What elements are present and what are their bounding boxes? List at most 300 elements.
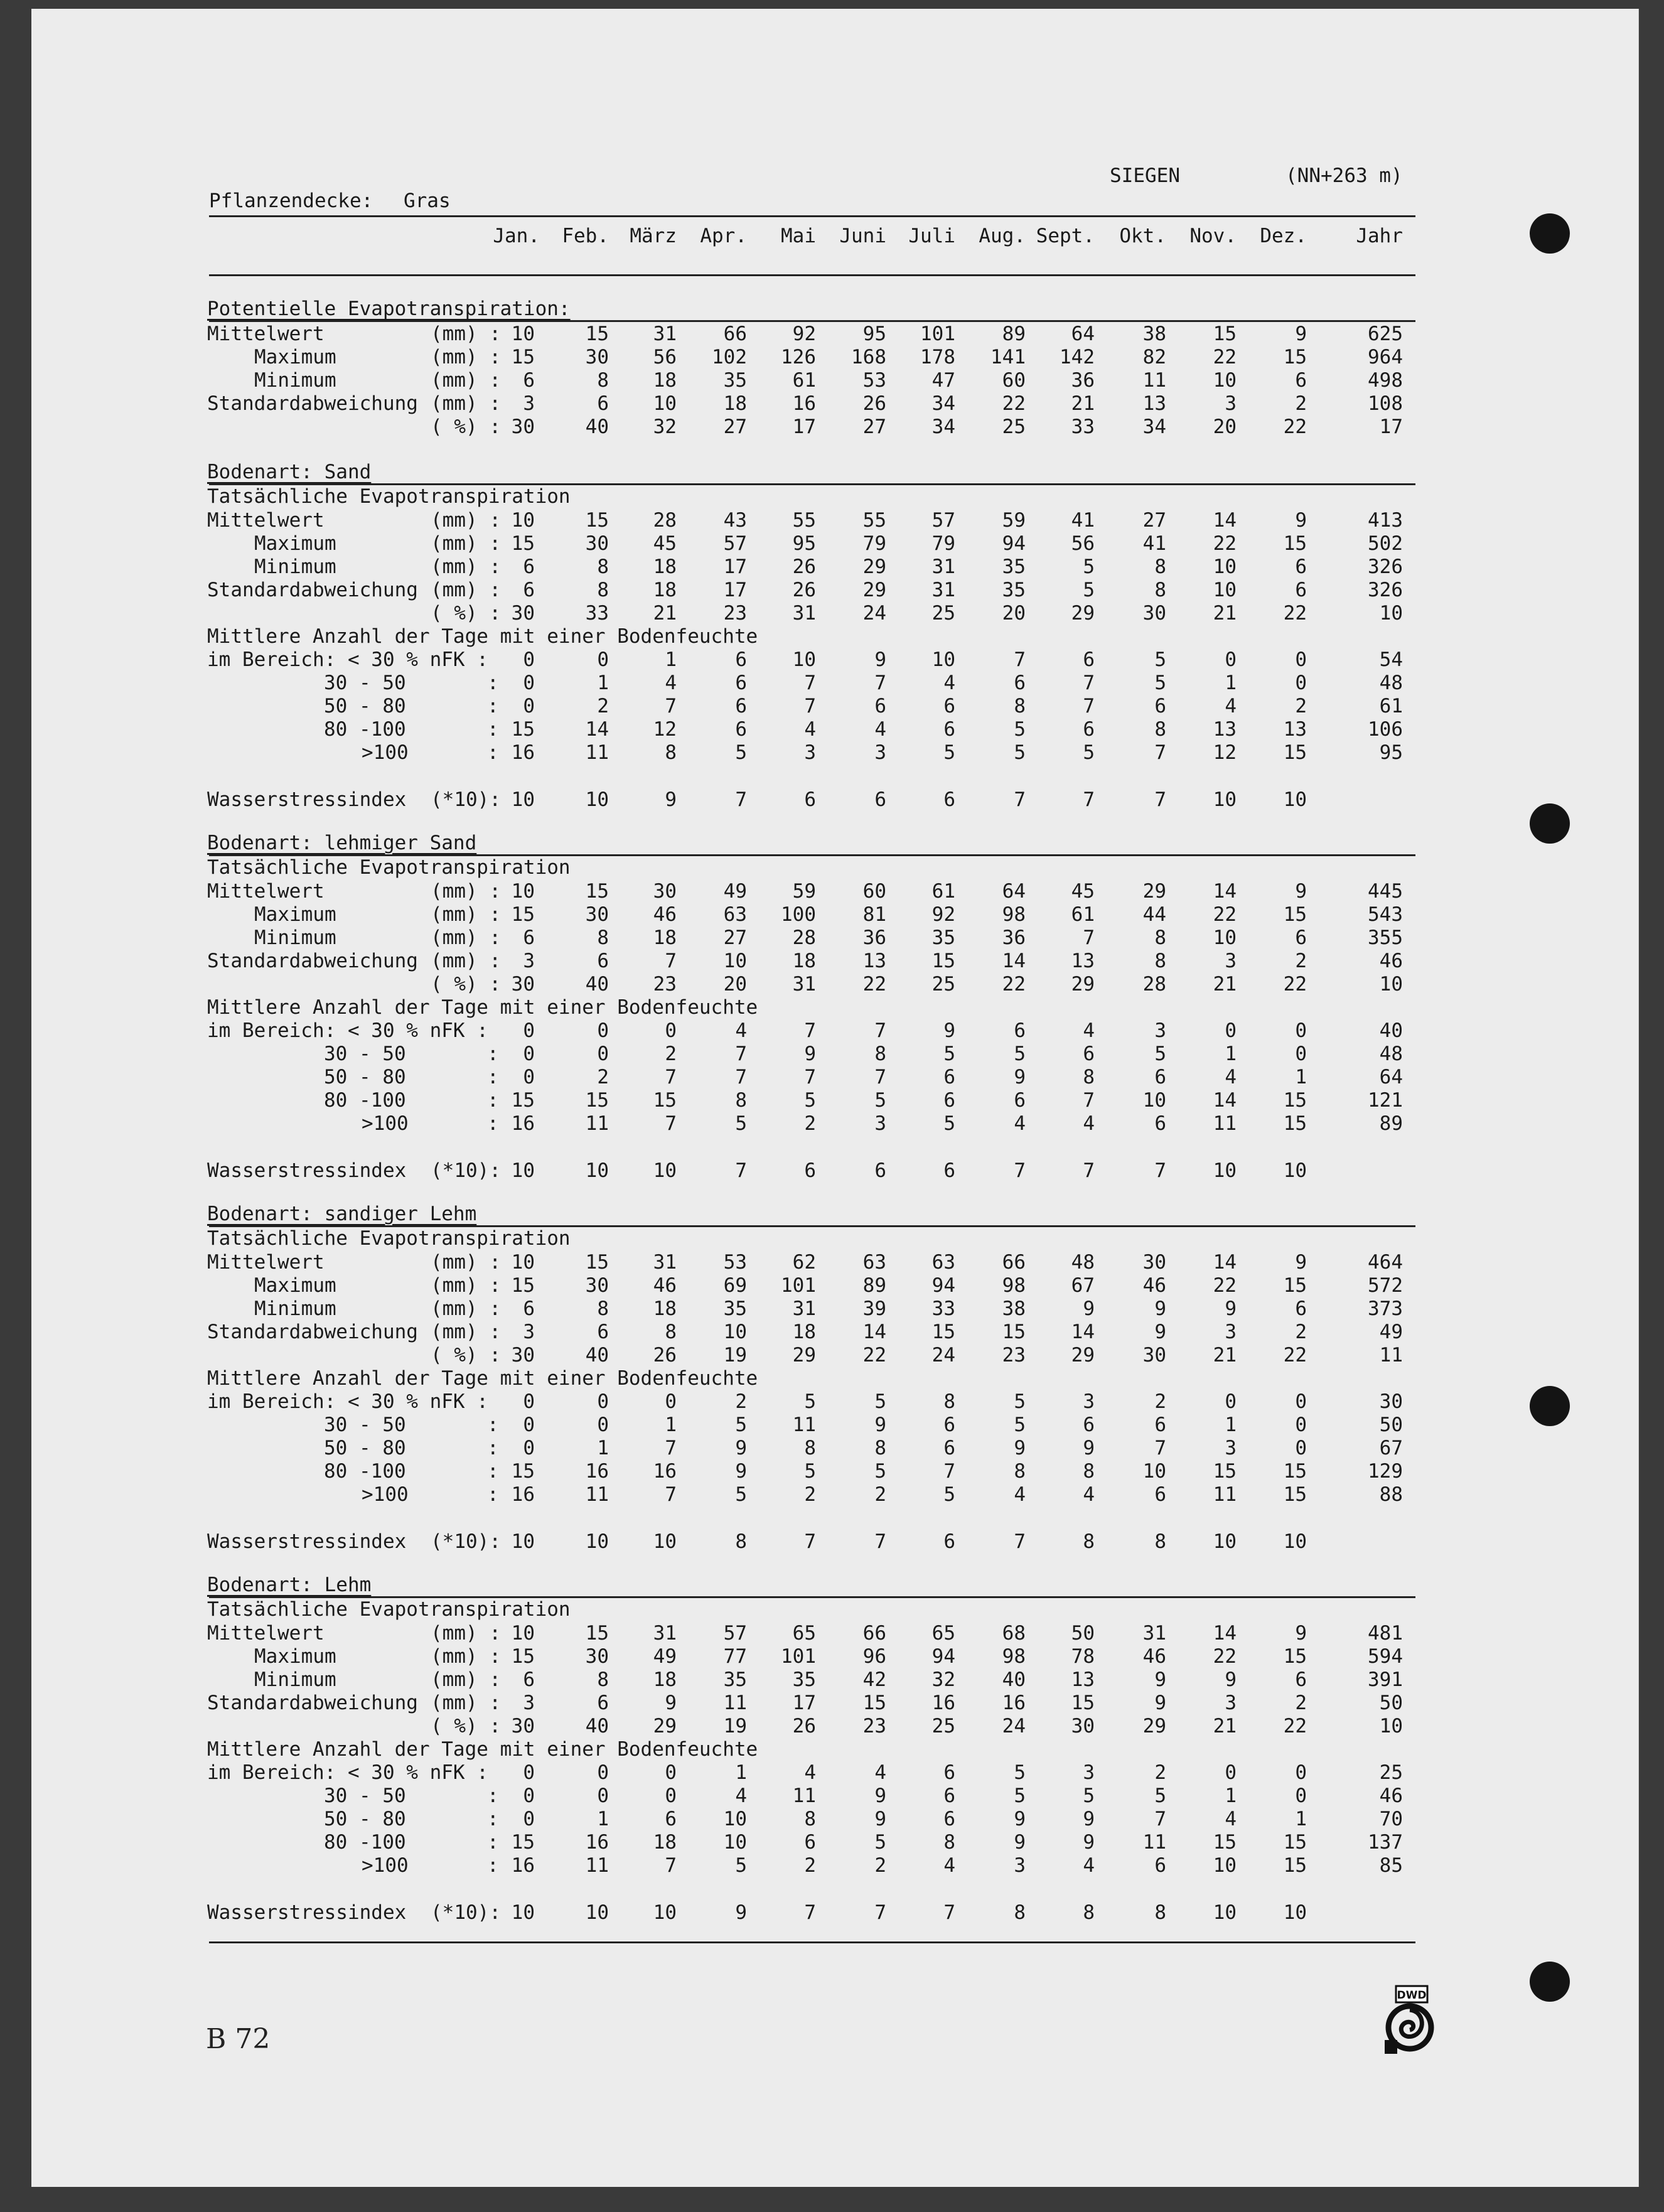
- table-cell: 30: [585, 1645, 609, 1668]
- table-cell: 15: [862, 1692, 886, 1714]
- table-cell: 30: [511, 602, 535, 625]
- table-cell: 11: [585, 741, 609, 764]
- moisture-range-label: 80 -100: [324, 1089, 406, 1112]
- row-colon: :: [487, 718, 499, 741]
- table-cell: 40: [585, 416, 609, 438]
- table-cell: 14: [1071, 1321, 1095, 1343]
- row-label: Minimum: [254, 926, 336, 949]
- table-cell: 5: [1014, 1761, 1026, 1784]
- table-cell: 17: [792, 1692, 816, 1714]
- table-cell: 1: [1225, 672, 1237, 694]
- table-cell: 35: [792, 1668, 816, 1691]
- table-cell: 4: [735, 1785, 747, 1807]
- table-cell: 13: [1283, 718, 1307, 741]
- table-cell: 31: [653, 1251, 677, 1274]
- header-top-rule: [209, 215, 1415, 217]
- table-cell: 5: [874, 1390, 886, 1413]
- table-cell: 15: [1283, 1831, 1307, 1854]
- table-cell: 21: [1213, 602, 1237, 625]
- table-cell: 9: [1295, 880, 1307, 903]
- table-cell: 14: [1213, 1251, 1237, 1274]
- table-cell: 10: [1213, 926, 1237, 949]
- pet-section-title: Potentielle Evapotranspiration:: [207, 298, 571, 320]
- table-cell: 46: [653, 903, 677, 926]
- table-cell: 53: [862, 369, 886, 392]
- table-cell: 5: [735, 1112, 747, 1135]
- table-cell: 11: [1213, 1483, 1237, 1506]
- table-cell: 6: [1154, 1483, 1166, 1506]
- table-cell: 56: [1071, 532, 1095, 555]
- table-cell: 6: [523, 926, 535, 949]
- table-cell: 0: [665, 1785, 677, 1807]
- table-cell: 35: [1002, 556, 1026, 578]
- table-cell: 79: [931, 532, 955, 555]
- soil-section-title: Bodenart: sandiger Lehm: [207, 1203, 477, 1225]
- row-label: Standardabweichung: [207, 950, 418, 972]
- table-cell: 1: [665, 648, 677, 671]
- table-cell: 30: [585, 532, 609, 555]
- table-cell: 126: [781, 346, 816, 368]
- table-cell: 11: [792, 1785, 816, 1807]
- table-cell: 2: [597, 1066, 609, 1088]
- table-cell: 17: [723, 556, 747, 578]
- table-cell: 16: [511, 1112, 535, 1135]
- table-cell: 9: [1295, 323, 1307, 345]
- table-cell: 50: [1071, 1622, 1095, 1645]
- row-unit: (mm) :: [431, 369, 501, 392]
- row-unit: (mm) :: [431, 392, 501, 415]
- row-colon: :: [487, 741, 499, 764]
- table-cell: 6: [523, 556, 535, 578]
- table-cell: 15: [511, 1831, 535, 1854]
- table-cell: 9: [1154, 1668, 1166, 1691]
- table-cell: 56: [653, 346, 677, 368]
- table-cell: 31: [931, 579, 955, 601]
- table-cell: 2: [1295, 695, 1307, 717]
- table-cell: 9: [1154, 1692, 1166, 1714]
- table-cell: 7: [665, 695, 677, 717]
- table-cell: 9: [1295, 509, 1307, 532]
- table-cell: 5: [874, 1831, 886, 1854]
- table-cell: 15: [1213, 1831, 1237, 1854]
- plant-cover-value: Gras: [403, 190, 451, 212]
- table-cell: 11: [723, 1692, 747, 1714]
- row-colon: :: [487, 695, 499, 717]
- table-cell: 2: [1295, 1692, 1307, 1714]
- row-unit: ( %) :: [431, 1344, 501, 1366]
- table-cell: 498: [1368, 369, 1403, 392]
- table-cell: 2: [874, 1854, 886, 1877]
- table-cell: 10: [511, 1530, 535, 1553]
- row-unit: (mm) :: [431, 346, 501, 368]
- table-cell: 101: [781, 1274, 816, 1297]
- table-cell: 0: [1295, 1785, 1307, 1807]
- row-label: Mittelwert: [207, 1251, 325, 1274]
- table-cell: 11: [1213, 1112, 1237, 1135]
- table-cell: 15: [1283, 1274, 1307, 1297]
- moisture-range-label: im Bereich: < 30 % nFK :: [207, 648, 488, 671]
- table-cell: 9: [874, 1808, 886, 1830]
- table-cell: 5: [735, 1854, 747, 1877]
- table-cell: 15: [511, 1089, 535, 1112]
- table-cell: 1: [665, 1414, 677, 1436]
- table-cell: 4: [1083, 1112, 1095, 1135]
- table-cell: 32: [653, 416, 677, 438]
- table-cell: 16: [931, 1692, 955, 1714]
- month-header-cell: Nov.: [1189, 225, 1237, 247]
- water-stress-label: Wasserstressindex: [207, 1159, 407, 1182]
- header-bottom-rule: [209, 274, 1415, 276]
- table-cell: 10: [1142, 1089, 1166, 1112]
- table-cell: 15: [511, 903, 535, 926]
- table-cell: 6: [943, 1530, 955, 1553]
- table-cell: 1: [1225, 1043, 1237, 1065]
- table-cell: 31: [653, 323, 677, 345]
- table-cell: 27: [723, 416, 747, 438]
- table-cell: 5: [943, 1112, 955, 1135]
- table-cell: 6: [597, 392, 609, 415]
- table-cell: 61: [1071, 903, 1095, 926]
- table-cell: 6: [1014, 672, 1026, 694]
- table-cell: 14: [1213, 1089, 1237, 1112]
- table-cell: 94: [1002, 532, 1026, 555]
- table-cell: 20: [1002, 602, 1026, 625]
- table-cell: 5: [943, 741, 955, 764]
- table-cell: 7: [874, 1901, 886, 1924]
- table-cell: 8: [597, 926, 609, 949]
- table-cell: 17: [1379, 416, 1403, 438]
- table-cell: 15: [931, 1321, 955, 1343]
- table-cell: 10: [585, 788, 609, 811]
- table-cell: 10: [723, 1321, 747, 1343]
- table-cell: 19: [723, 1715, 747, 1737]
- table-cell: 9: [874, 1414, 886, 1436]
- row-colon: :: [487, 1112, 499, 1135]
- table-cell: 502: [1368, 532, 1403, 555]
- table-cell: 8: [1154, 1530, 1166, 1553]
- table-cell: 5: [1083, 579, 1095, 601]
- month-header-cell: Apr.: [700, 225, 747, 247]
- row-unit: (mm) :: [431, 950, 501, 972]
- table-cell: 6: [1154, 1112, 1166, 1135]
- row-unit: (mm) :: [431, 532, 501, 555]
- row-unit: (mm) :: [431, 1692, 501, 1714]
- table-cell: 625: [1368, 323, 1403, 345]
- table-cell: 2: [1154, 1390, 1166, 1413]
- month-header-cell: Okt.: [1119, 225, 1166, 247]
- table-cell: 6: [943, 1785, 955, 1807]
- table-cell: 26: [792, 579, 816, 601]
- table-cell: 16: [585, 1460, 609, 1483]
- table-cell: 6: [874, 788, 886, 811]
- table-cell: 10: [585, 1901, 609, 1924]
- table-cell: 69: [723, 1274, 747, 1297]
- table-cell: 3: [874, 1112, 886, 1135]
- table-cell: 3: [1225, 1321, 1237, 1343]
- table-cell: 5: [735, 741, 747, 764]
- table-cell: 53: [723, 1251, 747, 1274]
- row-unit: ( %) :: [431, 416, 501, 438]
- table-cell: 9: [1154, 1321, 1166, 1343]
- punch-hole-2: [1530, 803, 1570, 844]
- water-stress-label: Wasserstressindex: [207, 1530, 407, 1553]
- table-cell: 30: [511, 416, 535, 438]
- table-cell: 34: [931, 416, 955, 438]
- table-cell: 41: [1071, 509, 1095, 532]
- moisture-range-label: 30 - 50: [324, 672, 406, 694]
- table-cell: 101: [920, 323, 955, 345]
- table-cell: 8: [597, 556, 609, 578]
- month-header-cell: Dez.: [1260, 225, 1307, 247]
- table-cell: 8: [735, 1089, 747, 1112]
- table-cell: 85: [1379, 1854, 1403, 1877]
- table-cell: 5: [1014, 1414, 1026, 1436]
- table-cell: 1: [1225, 1785, 1237, 1807]
- table-cell: 4: [943, 672, 955, 694]
- month-header-cell: März: [630, 225, 677, 247]
- actual-et-subtitle: Tatsächliche Evapotranspiration: [207, 856, 571, 879]
- table-cell: 0: [523, 1390, 535, 1413]
- table-cell: 0: [1225, 1390, 1237, 1413]
- table-cell: 15: [1002, 1321, 1026, 1343]
- table-cell: 45: [653, 532, 677, 555]
- table-cell: 8: [943, 1390, 955, 1413]
- table-cell: 10: [1283, 1159, 1307, 1182]
- table-cell: 30: [1142, 1344, 1166, 1366]
- table-cell: 92: [931, 903, 955, 926]
- table-cell: 8: [735, 1530, 747, 1553]
- table-cell: 48: [1379, 672, 1403, 694]
- table-cell: 178: [920, 346, 955, 368]
- table-cell: 16: [511, 741, 535, 764]
- table-cell: 6: [665, 1808, 677, 1830]
- table-cell: 15: [1213, 1460, 1237, 1483]
- svg-text:DWD: DWD: [1397, 1989, 1427, 2002]
- table-cell: 4: [1083, 1019, 1095, 1042]
- table-cell: 31: [1142, 1622, 1166, 1645]
- table-cell: 14: [1002, 950, 1026, 972]
- moisture-days-heading: Mittlere Anzahl der Tage mit einer Bodenfeuchte: [207, 625, 758, 648]
- table-cell: 40: [585, 1715, 609, 1737]
- moisture-range-label: 30 - 50: [324, 1785, 406, 1807]
- table-cell: 6: [943, 695, 955, 717]
- row-colon: :: [487, 1066, 499, 1088]
- table-cell: 38: [1142, 323, 1166, 345]
- table-cell: 47: [931, 369, 955, 392]
- table-cell: 7: [1154, 1437, 1166, 1459]
- table-cell: 9: [1083, 1831, 1095, 1854]
- table-cell: 121: [1368, 1089, 1403, 1112]
- table-cell: 7: [735, 1066, 747, 1088]
- table-cell: 29: [862, 556, 886, 578]
- table-cell: 30: [1142, 1251, 1166, 1274]
- table-cell: 88: [1379, 1483, 1403, 1506]
- table-cell: 106: [1368, 718, 1403, 741]
- table-cell: 15: [1283, 1089, 1307, 1112]
- table-cell: 5: [804, 1089, 816, 1112]
- table-cell: 7: [874, 672, 886, 694]
- table-cell: 10: [511, 1901, 535, 1924]
- table-cell: 18: [792, 950, 816, 972]
- table-cell: 7: [1154, 788, 1166, 811]
- table-cell: 8: [1083, 1066, 1095, 1088]
- table-cell: 29: [792, 1344, 816, 1366]
- table-cell: 23: [862, 1715, 886, 1737]
- table-cell: 25: [931, 973, 955, 996]
- table-cell: 7: [665, 1437, 677, 1459]
- table-cell: 9: [1225, 1297, 1237, 1320]
- table-cell: 35: [931, 926, 955, 949]
- table-cell: 9: [1083, 1297, 1095, 1320]
- table-cell: 5: [1014, 741, 1026, 764]
- table-cell: 7: [804, 695, 816, 717]
- table-cell: 15: [585, 1251, 609, 1274]
- table-cell: 15: [511, 718, 535, 741]
- table-cell: 7: [1154, 1808, 1166, 1830]
- table-cell: 98: [1002, 1274, 1026, 1297]
- table-cell: 96: [862, 1645, 886, 1668]
- row-unit: (mm) :: [431, 1251, 501, 1274]
- table-cell: 25: [1002, 416, 1026, 438]
- dwd-logo: [1381, 1984, 1437, 2056]
- table-cell: 15: [1283, 1112, 1307, 1135]
- table-cell: 15: [511, 346, 535, 368]
- table-cell: 0: [523, 672, 535, 694]
- table-cell: 23: [723, 602, 747, 625]
- table-cell: 3: [523, 392, 535, 415]
- row-unit: (mm) :: [431, 1321, 501, 1343]
- table-cell: 15: [1283, 1645, 1307, 1668]
- table-cell: 7: [1014, 1159, 1026, 1182]
- table-cell: 11: [1142, 1831, 1166, 1854]
- table-cell: 31: [792, 973, 816, 996]
- table-cell: 6: [1295, 579, 1307, 601]
- water-stress-unit: (*10):: [431, 1530, 501, 1553]
- table-cell: 22: [1283, 602, 1307, 625]
- soil-section-title: Bodenart: lehmiger Sand: [207, 832, 477, 854]
- table-cell: 6: [804, 1159, 816, 1182]
- table-cell: 46: [1379, 950, 1403, 972]
- table-cell: 964: [1368, 346, 1403, 368]
- table-cell: 0: [1295, 1390, 1307, 1413]
- table-cell: 7: [1083, 1159, 1095, 1182]
- table-cell: 6: [804, 1831, 816, 1854]
- table-cell: 17: [792, 416, 816, 438]
- table-cell: 15: [1283, 1460, 1307, 1483]
- row-unit: (mm) :: [431, 1274, 501, 1297]
- dwd-logo-icon: [1381, 1984, 1437, 2056]
- table-cell: 18: [653, 1831, 677, 1854]
- table-cell: 15: [1213, 323, 1237, 345]
- table-cell: 8: [1154, 1901, 1166, 1924]
- table-cell: 82: [1142, 346, 1166, 368]
- table-cell: 8: [1154, 950, 1166, 972]
- table-cell: 46: [1142, 1274, 1166, 1297]
- table-cell: 30: [585, 346, 609, 368]
- table-cell: 2: [1295, 1321, 1307, 1343]
- table-cell: 2: [874, 1483, 886, 1506]
- table-cell: 6: [735, 718, 747, 741]
- moisture-range-label: 50 - 80: [324, 695, 406, 717]
- table-cell: 5: [943, 1483, 955, 1506]
- table-cell: 49: [723, 880, 747, 903]
- table-cell: 35: [1002, 579, 1026, 601]
- table-cell: 28: [792, 926, 816, 949]
- table-cell: 10: [653, 1159, 677, 1182]
- table-cell: 12: [653, 718, 677, 741]
- table-cell: 0: [1295, 1043, 1307, 1065]
- row-label: Maximum: [254, 1645, 336, 1668]
- table-cell: 8: [874, 1437, 886, 1459]
- table-cell: 30: [585, 1274, 609, 1297]
- table-cell: 15: [1283, 346, 1307, 368]
- table-cell: 10: [1283, 788, 1307, 811]
- table-cell: 6: [1154, 1414, 1166, 1436]
- table-cell: 3: [1225, 392, 1237, 415]
- row-unit: (mm) :: [431, 880, 501, 903]
- table-cell: 29: [1071, 602, 1095, 625]
- table-cell: 6: [1083, 648, 1095, 671]
- table-cell: 94: [931, 1274, 955, 1297]
- table-cell: 29: [1071, 1344, 1095, 1366]
- row-label: Mittelwert: [207, 323, 325, 345]
- moisture-range-label: 80 -100: [324, 1460, 406, 1483]
- table-cell: 66: [1002, 1251, 1026, 1274]
- table-cell: 13: [1071, 950, 1095, 972]
- table-cell: 48: [1379, 1043, 1403, 1065]
- table-cell: 15: [511, 1645, 535, 1668]
- table-cell: 8: [597, 369, 609, 392]
- table-cell: 6: [943, 1761, 955, 1784]
- table-cell: 9: [665, 788, 677, 811]
- table-cell: 4: [735, 1019, 747, 1042]
- table-cell: 7: [804, 1530, 816, 1553]
- table-cell: 1: [1295, 1066, 1307, 1088]
- table-cell: 61: [931, 880, 955, 903]
- table-cell: 34: [1142, 416, 1166, 438]
- table-cell: 61: [792, 369, 816, 392]
- table-cell: 10: [1213, 788, 1237, 811]
- table-cell: 65: [792, 1622, 816, 1645]
- table-cell: 20: [1213, 416, 1237, 438]
- table-cell: 6: [874, 1159, 886, 1182]
- table-cell: 0: [523, 1808, 535, 1830]
- table-cell: 5: [1014, 1390, 1026, 1413]
- table-cell: 2: [1295, 950, 1307, 972]
- table-cell: 543: [1368, 903, 1403, 926]
- table-cell: 100: [781, 903, 816, 926]
- table-cell: 94: [931, 1645, 955, 1668]
- table-cell: 21: [653, 602, 677, 625]
- table-cell: 6: [735, 648, 747, 671]
- table-cell: 5: [943, 1043, 955, 1065]
- table-cell: 9: [735, 1901, 747, 1924]
- table-cell: 30: [1379, 1390, 1403, 1413]
- table-cell: 21: [1213, 1715, 1237, 1737]
- moisture-range-label: >100: [362, 741, 409, 764]
- row-label: Minimum: [254, 1297, 336, 1320]
- table-cell: 98: [1002, 903, 1026, 926]
- row-unit: (mm) :: [431, 323, 501, 345]
- table-cell: 445: [1368, 880, 1403, 903]
- actual-et-subtitle: Tatsächliche Evapotranspiration: [207, 1598, 571, 1621]
- row-unit: (mm) :: [431, 556, 501, 578]
- table-cell: 24: [931, 1344, 955, 1366]
- table-cell: 95: [1379, 741, 1403, 764]
- row-colon: :: [487, 672, 499, 694]
- table-cell: 33: [585, 602, 609, 625]
- table-cell: 572: [1368, 1274, 1403, 1297]
